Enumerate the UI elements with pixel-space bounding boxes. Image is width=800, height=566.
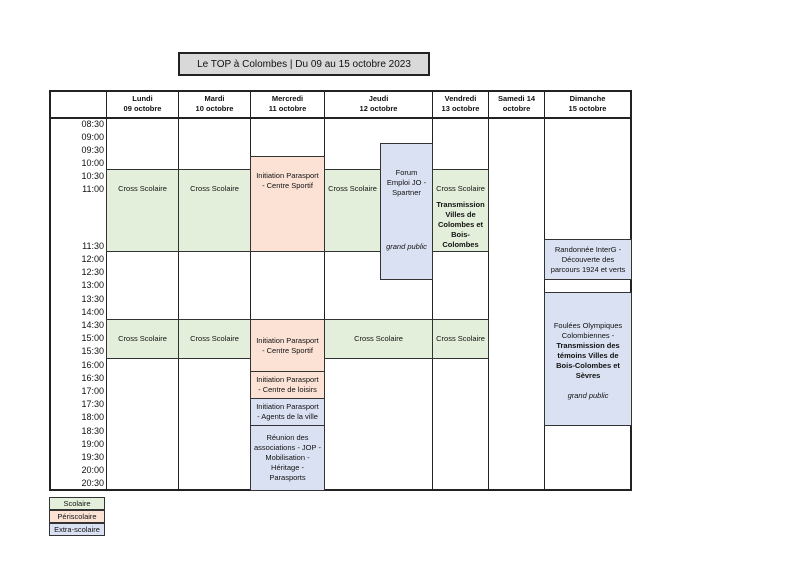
event-label: Initiation Parasport - Agents de la ville (256, 402, 319, 421)
event-label: Randonnée InterG - Découverte des parcours 1924 et verts (550, 244, 626, 274)
event-label: Initiation Parasport - Centre de loisirs (256, 375, 319, 394)
event-highlight: Transmission Villes de Colombes et Bois-Colombes (436, 200, 485, 249)
event-cross-scolaire-thursday-pm[interactable] (324, 319, 433, 359)
event-label: Cross Scolaire (190, 184, 239, 193)
event-reunion-associations-wednesday[interactable] (250, 425, 325, 491)
event-label: Cross Scolaire (190, 334, 239, 343)
time-label: 12:30 (81, 267, 104, 277)
time-label: 16:30 (81, 373, 104, 383)
event-parasport-wednesday-am[interactable] (250, 156, 325, 252)
day-date: 15 octobre (568, 104, 607, 113)
col-divider (544, 90, 545, 491)
day-header-monday (107, 91, 178, 117)
event-cross-scolaire-thursday-am[interactable] (324, 169, 381, 252)
time-label: 12:00 (81, 254, 104, 264)
event-cross-scolaire-tuesday-am[interactable] (178, 169, 251, 252)
time-label: 16:00 (81, 360, 104, 370)
event-label: Initiation Parasport - Centre Sportif (256, 171, 319, 190)
time-label: 20:00 (81, 465, 104, 475)
legend-extrascolaire: Extra-scolaire (49, 523, 105, 536)
event-label: Cross Scolaire (436, 334, 485, 343)
time-label: 08:30 (81, 119, 104, 129)
event-highlight: Transmission des témoins Villes de Bois-Colombes et Sèvres (556, 341, 620, 380)
col-divider (488, 90, 489, 491)
day-date: 10 octobre (195, 104, 234, 113)
day-date: 12 octobre (359, 104, 398, 113)
event-cross-scolaire-friday-am[interactable] (432, 169, 489, 252)
event-note: grand public (386, 242, 427, 251)
day-header-sunday (545, 91, 630, 117)
time-label: 14:30 (81, 320, 104, 330)
time-label: 09:00 (81, 132, 104, 142)
event-parasport-wednesday-pm[interactable] (250, 319, 325, 372)
time-label: 19:30 (81, 452, 104, 462)
day-date: 13 octobre (441, 104, 480, 113)
event-parasport-loisirs-wednesday[interactable] (250, 371, 325, 399)
time-label: 13:00 (81, 280, 104, 290)
time-label: 11:30 (82, 241, 104, 251)
event-cross-scolaire-tuesday-pm[interactable] (178, 319, 251, 359)
col-divider (178, 90, 179, 491)
time-label: 11:00 (82, 184, 104, 194)
event-cross-scolaire-monday-am[interactable] (106, 169, 179, 252)
grid-left-border (49, 90, 51, 491)
event-label: Cross Scolaire (328, 184, 377, 193)
time-label: 09:30 (81, 145, 104, 155)
time-label: 18:00 (81, 412, 104, 422)
day-name: Mercredi (271, 94, 304, 103)
day-name: Jeudi (368, 94, 389, 103)
legend-scolaire: Scolaire (49, 497, 105, 510)
day-header-saturday (489, 91, 544, 117)
time-label: 15:00 (81, 333, 104, 343)
time-label: 13:30 (81, 294, 104, 304)
day-name: Samedi 14 (497, 94, 536, 103)
time-label: 15:30 (81, 346, 104, 356)
day-date: 09 octobre (123, 104, 162, 113)
event-label: Cross Scolaire (354, 334, 403, 343)
grid-right-border (630, 90, 632, 491)
legend-periscolaire: Périscolaire (49, 510, 105, 523)
event-cross-scolaire-friday-pm[interactable] (432, 319, 489, 359)
day-name: Vendredi (444, 94, 477, 103)
day-header-friday (433, 91, 488, 117)
day-name: Mardi (204, 94, 225, 103)
time-label: 18:30 (81, 426, 104, 436)
event-note: grand public (567, 391, 609, 400)
day-name: Lundi (132, 94, 153, 103)
time-label: 10:00 (81, 158, 104, 168)
event-randonnee-sunday[interactable] (544, 239, 632, 280)
day-name: Dimanche (569, 94, 606, 103)
time-label: 10:30 (81, 171, 104, 181)
event-cross-scolaire-monday-pm[interactable] (106, 319, 179, 359)
day-header-thursday (325, 91, 432, 117)
event-label: Foulées Olympiques Colombiennes - (553, 321, 623, 340)
time-label: 17:30 (81, 399, 104, 409)
event-label: Forum Emploi JO - Spartner (386, 168, 427, 197)
event-label: Cross Scolaire (118, 334, 167, 343)
event-label: Réunion des associations - JOP - Mobilisation - Héritage - Parasports (254, 433, 321, 482)
time-label: 17:00 (81, 386, 104, 396)
day-date: octobre (502, 104, 531, 113)
day-date: 11 octobre (268, 104, 307, 113)
time-label: 20:30 (81, 478, 104, 488)
event-label: Cross Scolaire (118, 184, 167, 193)
event-foulees-sunday[interactable] (544, 292, 632, 426)
time-label: 19:00 (81, 439, 104, 449)
day-header-wednesday (251, 91, 324, 117)
page-title: Le TOP à Colombes | Du 09 au 15 octobre 2023 (178, 52, 430, 76)
event-label: Initiation Parasport - Centre Sportif (256, 335, 319, 355)
event-label: Cross Scolaire (436, 184, 485, 193)
time-label: 14:00 (81, 307, 104, 317)
event-parasport-agents-wednesday[interactable] (250, 398, 325, 426)
day-header-tuesday (179, 91, 250, 117)
col-divider (106, 90, 107, 491)
event-forum-emploi-thursday[interactable] (380, 143, 433, 280)
